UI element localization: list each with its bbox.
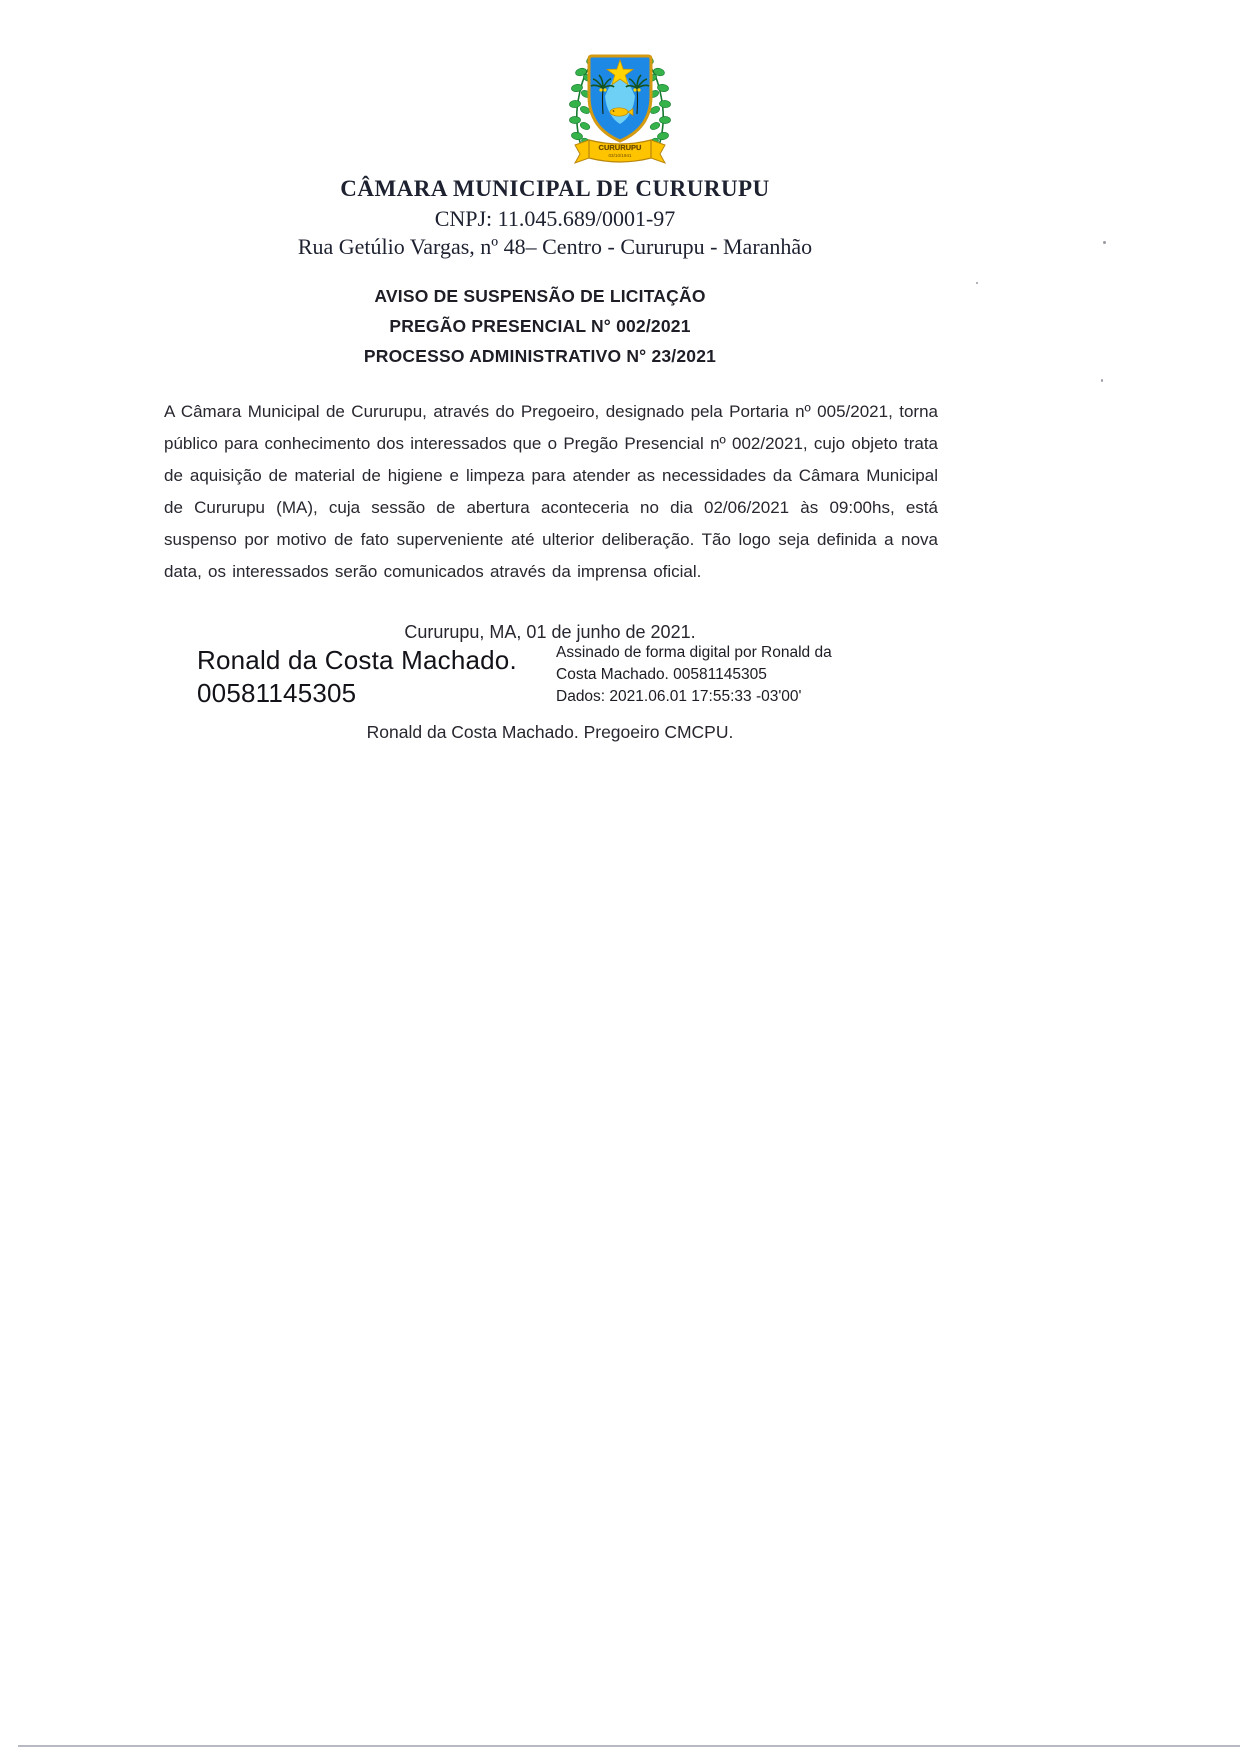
scan-speck [1101,379,1103,382]
signature-note-line3: Dados: 2021.06.01 17:55:33 -03'00' [556,688,802,705]
org-name: CÂMARA MUNICIPAL DE CURURUPU [340,176,770,201]
signer-id: 00581145305 [197,678,357,708]
digital-signature-name [197,644,557,710]
digital-signature-details [556,642,886,708]
notice-subtitle-pregao: PREGÃO PRESENCIAL N° 002/2021 [389,316,691,336]
coat-of-arms [0,44,1240,170]
ribbon-banner [575,140,665,163]
signer-name: Ronald da Costa Machado. [197,645,517,675]
notice-body-paragraph: A Câmara Municipal de Cururupu, através do Pregoeiro, designado pela Portaria nº 005/2021, torna público para conhecimento dos interessados que o Pregão Presencial nº 002/2021, cujo objeto trata de aquisição de material de higiene e limpeza para atender as necessidades da Câmara Municipal de Cururupu (MA), cuja sessão de abertura aconteceria no dia 02/06/2021 às 09:00hs, está suspenso por motivo de fato superveniente até ulterior deliberação. Tão logo seja definida a nova data, os interessados serão comunicados através da imprensa oficial. [164,402,938,581]
coat-of-arms-icon [545,44,695,170]
org-address: Rua Getúlio Vargas, nº 48– Centro - Cururupu - Maranhão [297,234,813,259]
date-line: Cururupu, MA, 01 de junho de 2021. [404,622,696,642]
notice-subtitle-processo: PROCESSO ADMINISTRATIVO N° 23/2021 [363,346,717,366]
scan-speck [1103,241,1106,244]
closing-line: Ronald da Costa Machado. Pregoeiro CMCPU. [366,722,734,742]
ribbon-date: 03/10/1941 [608,153,632,158]
org-cnpj: CNPJ: 11.045.689/0001-97 [434,206,676,231]
shield [589,56,651,141]
scan-speck [976,282,978,284]
signature-note-line2: Costa Machado. 00581145305 [556,666,767,683]
ribbon-text: CURURUPU [598,143,642,152]
page-bottom-edge [18,1745,1240,1747]
notice-title: AVISO DE SUSPENSÃO DE LICITAÇÃO [374,286,706,306]
notice-title-block [0,281,1080,371]
signature-note-line1: Assinado de forma digital por Ronald da [556,644,832,661]
